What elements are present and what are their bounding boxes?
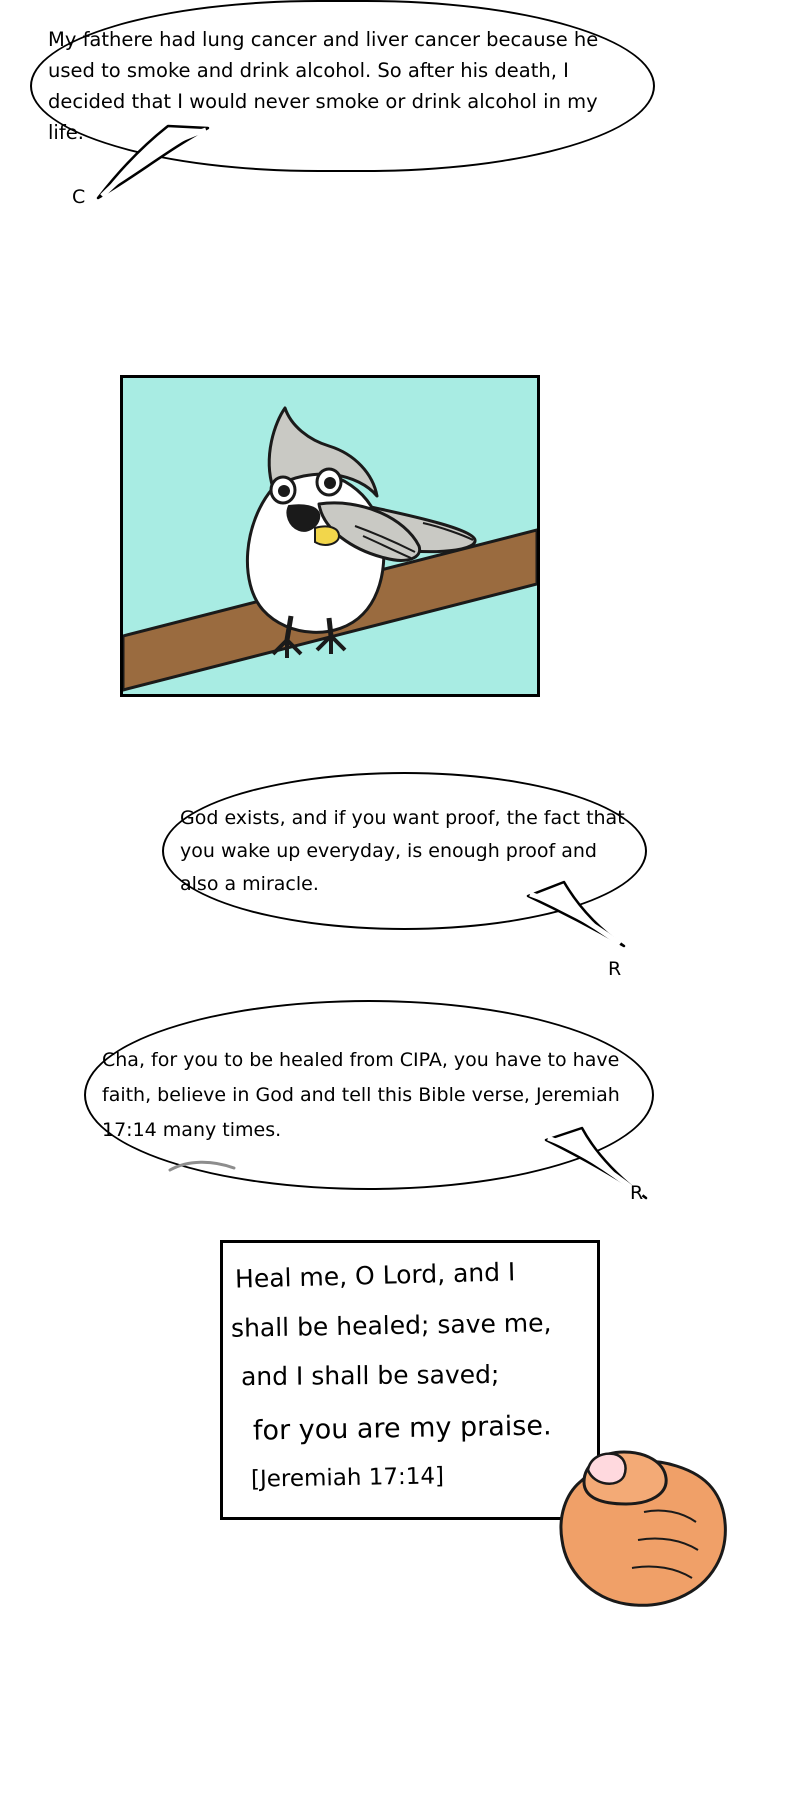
verse-line-4: for you are my praise. [252, 1410, 552, 1447]
pencil-smudge [168, 1156, 238, 1176]
speech-bubble-2-text: God exists, and if you want proof, the fact that you wake up everyday, is enough proof and also a miracle. [180, 806, 625, 895]
verse-line-1: Heal me, O Lord, and I [234, 1257, 516, 1294]
hand-icon [540, 1390, 740, 1610]
speech-bubble-1-tail [78, 120, 218, 210]
bird-on-branch-icon [123, 378, 537, 694]
speech-bubble-2-tail [520, 870, 640, 960]
verse-line-2: shall be healed; save me, [230, 1308, 552, 1343]
speech-bubble-3-text: Cha, for you to be healed from CIPA, you have to have faith, believe in God and tell this Bible verse, Jeremiah 17:14 many times. [102, 1048, 620, 1141]
verse-line-3: and I shall be saved; [240, 1359, 500, 1392]
speaker-label-2: R [608, 958, 622, 980]
verse-line-5: [Jeremiah 17:14] [250, 1463, 445, 1493]
hand-holding-note-illustration [540, 1390, 740, 1610]
speaker-label-3: R [630, 1182, 644, 1204]
bird-illustration-panel [120, 375, 540, 697]
speech-bubble-1-text: My fathere had lung cancer and liver cancer because he used to smoke and drink alcohol. So after his death, I decided that I would never smoke or drink alcohol in my life. [48, 28, 599, 144]
speaker-label-1: C [72, 186, 86, 208]
